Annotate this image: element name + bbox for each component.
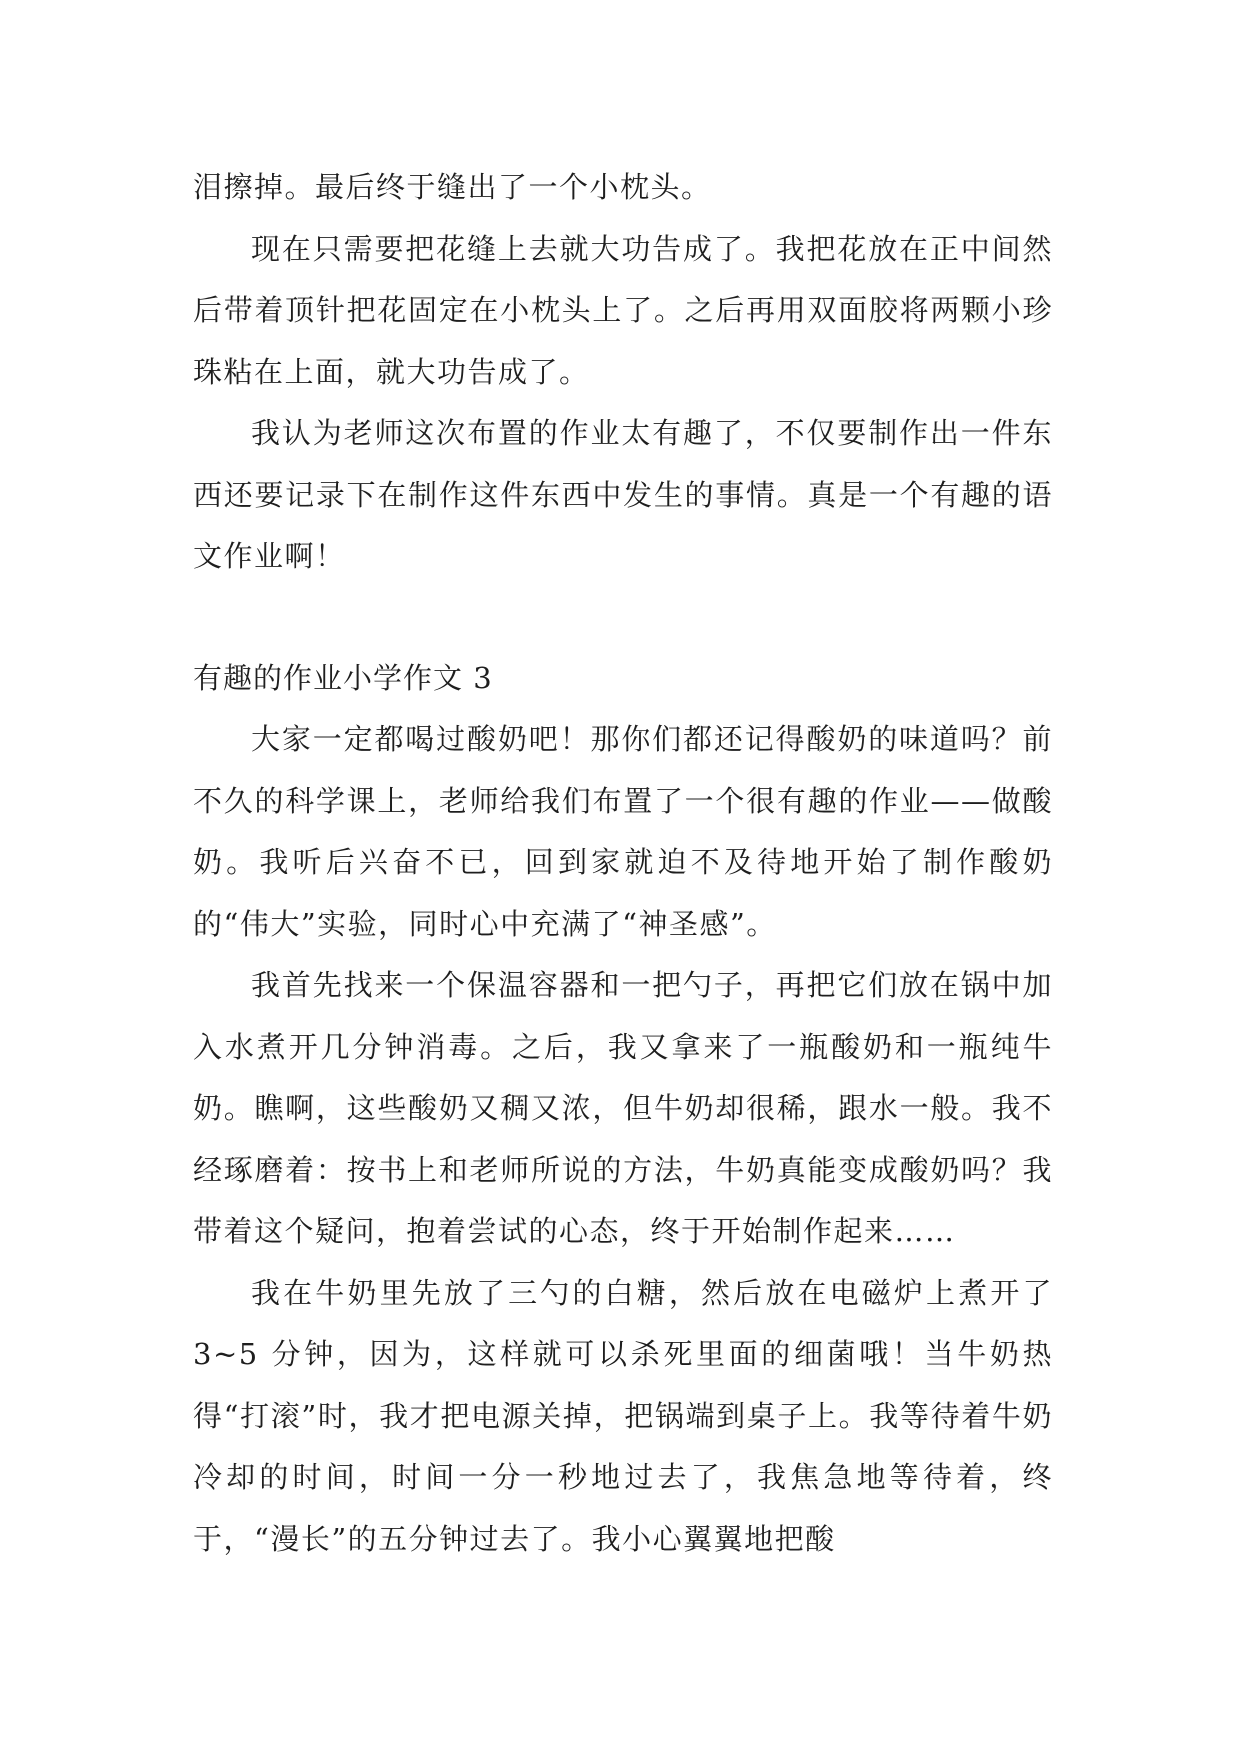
paragraph: 我认为老师这次布置的作业太有趣了，不仅要制作出一件东西还要记录下在制作这件东西中发生的事情。真是一个有趣的语文作业啊！ — [193, 416, 1053, 573]
document-page — [193, 157, 1053, 1570]
paragraph: 我首先找来一个保温容器和一把勺子，再把它们放在锅中加入水煮开几分钟消毒。之后，我又拿来了一瓶酸奶和一瓶纯牛奶。瞧啊，这些酸奶又稠又浓，但牛奶却很稀，跟水一般。我不经琢磨着：按书上和老师所说的方法，牛奶真能变成酸奶吗？我带着这个疑问，抱着尝试的心态，终于开始制作起来…… — [193, 968, 1053, 1248]
section-title: 有趣的作业小学作文 3 — [193, 660, 493, 695]
paragraph: 现在只需要把花缝上去就大功告成了。我把花放在正中间然后带着顶针把花固定在小枕头上了。之后再用双面胶将两颗小珍珠粘在上面，就大功告成了。 — [193, 231, 1053, 389]
paragraph-continued: 泪擦掉。最后终于缝出了一个小枕头。 — [193, 170, 712, 204]
paragraph: 大家一定都喝过酸奶吧！那你们都还记得酸奶的味道吗？前不久的科学课上，老师给我们布置了一个很有趣的作业——做酸奶。我听后兴奋不已，回到家就迫不及待地开始了制作酸奶的“伟大”实验，同时心中充满了“神圣感”。 — [193, 722, 1053, 941]
paragraph: 我在牛奶里先放了三勺的白糖，然后放在电磁炉上煮开了 3~5 分钟，因为，这样就可以杀死里面的细菌哦！当牛奶热得“打滚”时，我才把电源关掉，把锅端到桌子上。我等待着牛奶冷却的时间，时间一分一秒地过去了，我焦急地等待着，终于，“漫长”的五分钟过去了。我小心翼翼地把酸 — [193, 1275, 1053, 1556]
